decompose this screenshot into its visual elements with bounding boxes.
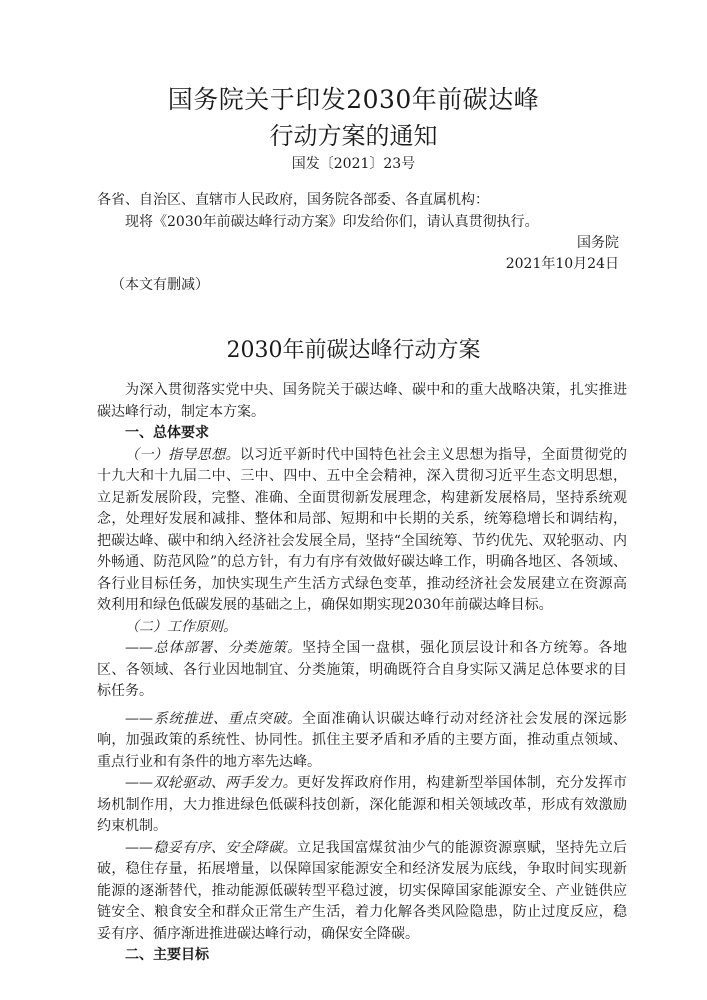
notice-title-line2: 行动方案的通知 [269,122,438,150]
plan-body [97,380,627,967]
section-heading-2: 二、主要目标 [125,947,209,963]
notice-body: 现将《2030年前碳达峰行动方案》印发给你们，请认真贯彻执行。 [125,214,539,230]
document-number: 国发〔2021〕23号 [291,156,416,172]
principles-label: （二）工作原则。 [125,618,237,635]
guiding-ideology-paragraph [97,445,627,617]
principle-3: ——双轮驱动、两手发力。更好发挥政府作用，构建新型举国体制，充分发挥市场机制作用，大力推进绿色低碳科技创新，深化能源和相关领域改革，形成有效激励约束机制。 [97,775,627,834]
abridged-note: （本文有删减） [111,277,209,293]
guiding-label: （一）指导思想。 [125,446,240,463]
notice-title-line1: 国务院关于印发2030年前碳达峰 [167,85,540,114]
principle-2: ——系统推进、重点突破。全面准确认识碳达峰行动对经济社会发展的深远影响，加强政策的系统性、协同性。抓住主要矛盾和矛盾的主要方面，推动重点领域、重点行业和有条件的地方率先达峰。 [97,710,627,770]
principle-4: ——稳妥有序、安全降碳。立足我国富煤贫油少气的能源资源禀赋，坚持先立后破，稳住存量，拓展增量，以保障国家能源安全和经济发展为底线，争取时间实现新能源的逐渐替代，推动能源低碳转型平稳过渡，切实保障国家能源安全、产业链供应链安全、粮食安全和群众正常生产生活，着力化解各类风险隐患，防止过度反应，稳妥有序、循序渐进推进碳达峰行动，确保安全降碳。 [97,839,627,942]
section-heading-1: 一、总体要求 [125,425,209,441]
guiding-text: 以习近平新时代中国特色社会主义思想为指导，全面贯彻党的十九大和十九届二中、三中、四中、五中全会精神，深入贯彻习近平生态文明思想，立足新发展阶段，完整、准确、全面贯彻新发展理念，构建新发展格局，坚持系统观念，处理好发展和减排、整体和局部、短期和中长期的关系，统筹稳增长和调结构，把碳达峰、碳中和纳入经济社会发展全局，坚持“全国统筹、节约优先、双轮驱动、内外畅通、防范风险”的总方针，有力有序有效做好碳达峰工作，明确各地区、各领域、各行业目标任务，加快实现生产生活方式绿色变革，推动经济社会发展建立在资源高效利用和绿色低碳发展的基础之上，确保如期实现2030年前碳达峰目标。 [97,446,628,613]
principle-1: ——总体部署、分类施策。坚持全国一盘棋，强化顶层设计和各方统筹。各地区、各领域、各行业因地制宜、分类施策，明确既符合自身实际又满足总体要求的目标任务。 [97,640,627,699]
recipients: 各省、自治区、直辖市人民政府，国务院各部委、各直属机构： [97,192,489,208]
plan-title: 2030年前碳达峰行动方案 [226,338,481,363]
issue-date: 2021年10月24日 [505,256,619,272]
intro-paragraph: 为深入贯彻落实党中央、国务院关于碳达峰、碳中和的重大战略决策，扎实推进碳达峰行动，制定本方案。 [97,382,627,420]
issuer: 国务院 [577,235,619,251]
